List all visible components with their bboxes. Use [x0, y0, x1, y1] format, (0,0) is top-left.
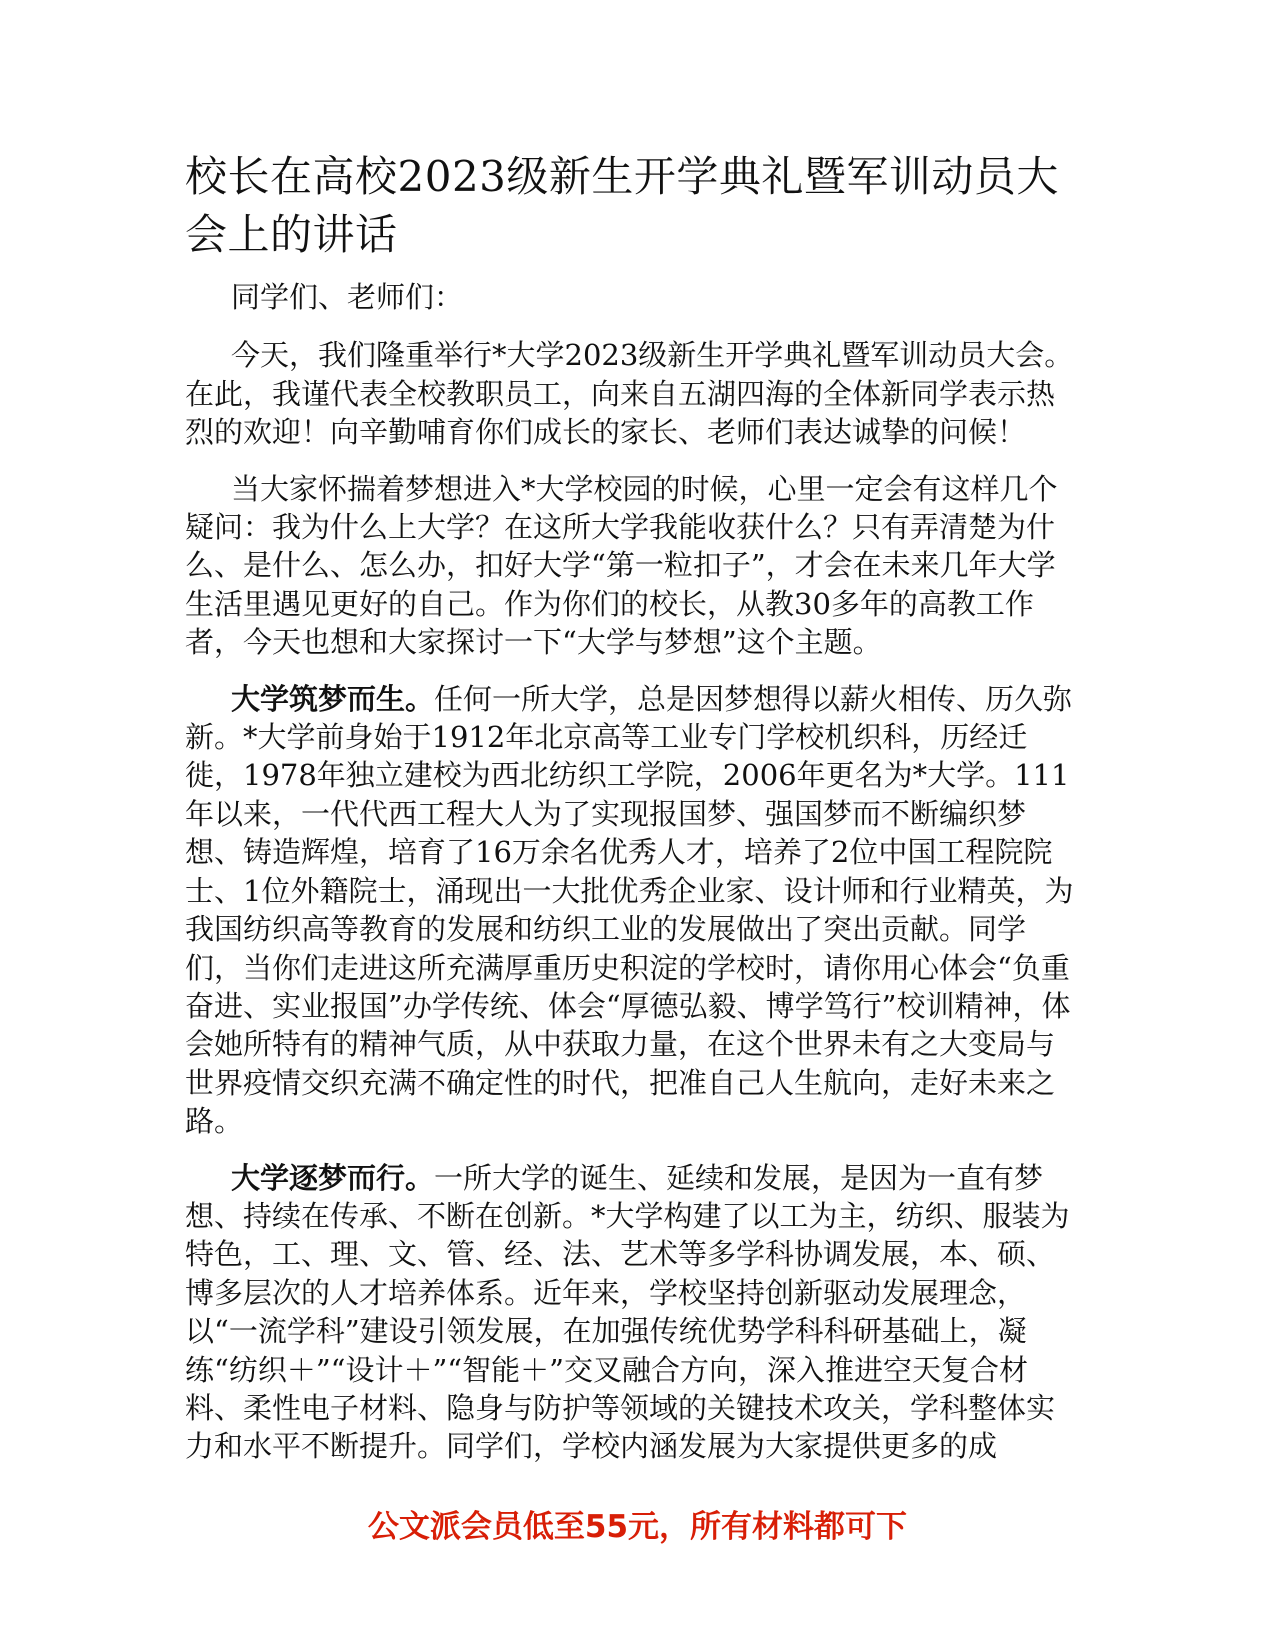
document-title: 校长在高校2023级新生开学典礼暨军训动员大会上的讲话 — [185, 152, 1059, 259]
paragraph-lead-heading: 大学筑梦而生。 — [231, 681, 435, 716]
paragraph-text: 任何一所大学，总是因梦想得以薪火相传、历久弥新。*大学前身始于1912年北京高等工业专门学校机织科，历经迁徙，1978年独立建校为西北纺织工学院，2006年更名为*大学。111年以来，一代代西工程大人为了实现报国梦、强国梦而不断编织梦想、铸造辉煌，培育了16万余名优秀人才，培养了2位中国工程院院士、1位外籍院士，涌现出一大批优秀企业家、设计师和行业精英，为我国纺织高等教育的发展和纺织工业的发展做出了突出贡献。同学们，当你们走进这所充满厚重历史积淀的学校时，请你用心体会“负重奋进、实业报国”办学传统、体会“厚德弘毅、博学笃行”校训精神，体会她所特有的精神气质，从中获取力量，在这个世界未有之大变局与世界疫情交织充满不确定性的时代，把准自己人生航向，走好未来之路。 — [185, 681, 1074, 1139]
paragraph-text: 今天，我们隆重举行*大学2023级新生开学典礼暨军训动员大会。在此，我谨代表全校教职员工，向来自五湖四海的全体新同学表示热烈的欢迎！向辛勤哺育你们成长的家长、老师们表达诚挚的问候！ — [185, 338, 1074, 450]
paragraph-lead-heading: 大学逐梦而行。 — [231, 1160, 435, 1195]
paragraph-text: 当大家怀揣着梦想进入*大学校园的时候，心里一定会有这样几个疑问：我为什么上大学？在这所大学我能收获什么？只有弄清楚为什么、是什么、怎么办，扣好大学“第一粒扣子”，才会在未来几年大学生活里遇见更好的自己。作为你们的校长，从教30多年的高教工作者，今天也想和大家探讨一下“大学与梦想”这个主题。 — [185, 471, 1058, 660]
paragraph — [185, 336, 1080, 451]
paragraph — [185, 470, 1080, 662]
salutation: 同学们、老师们： — [231, 280, 464, 314]
document-body — [185, 278, 1080, 1484]
paragraph — [185, 680, 1080, 1141]
promo-banner[interactable]: 公文派会员低至55元，所有材料都可下 — [367, 1509, 908, 1545]
paragraph — [185, 1159, 1080, 1466]
paragraph-text: 一所大学的诞生、延续和发展，是因为一直有梦想、持续在传承、不断在创新。*大学构建了以工为主，纺织、服装为特色，工、理、文、管、经、法、艺术等多学科协调发展，本、硕、博多层次的人才培养体系。近年来，学校坚持创新驱动发展理念，以“一流学科”建设引领发展，在加强传统优势学科科研基础上，凝练“纺织＋”“设计＋”“智能＋”交叉融合方向，深入推进空天复合材料、柔性电子材料、隐身与防护等领域的关键技术攻关，学科整体实力和水平不断提升。同学们，学校内涵发展为大家提供更多的成 — [185, 1160, 1070, 1464]
